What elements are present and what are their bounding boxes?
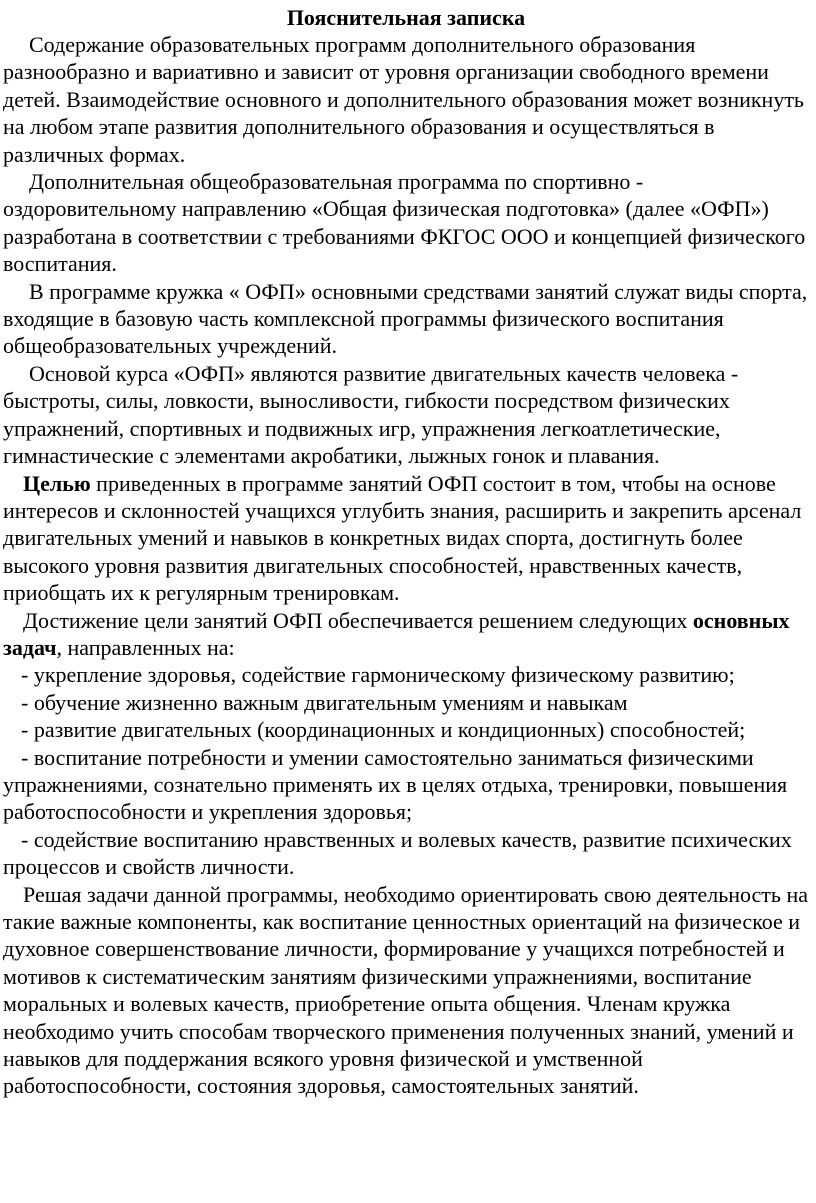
document-title: Пояснительная записка	[286, 5, 526, 30]
goal-text: приведенных в программе занятий ОФП состоит в том, чтобы на основе интересов и склонностей учащихся углубить знания, расширить и закрепить арсенал двигательных умений и навыков в конкретных видах спорта, достигнуть более высокого уровня развития двигательных способностей, нравственных качеств, приобщать их к регулярным тренировкам.	[3, 470, 802, 606]
paragraph-means: В программе кружка « ОФП» основными средствами занятий служат виды спорта, входящие в базовую часть комплексной программы физического воспитания общеобразовательных учреждений.	[3, 278, 808, 359]
document-page	[3, 0, 809, 1100]
tasks-intro-before: Достижение цели занятий ОФП обеспечивается решением следующих	[23, 607, 693, 633]
paragraph-goal	[3, 470, 809, 607]
tasks-intro-bold: основных задач	[3, 607, 790, 660]
tasks-intro-after: , направленных на:	[56, 634, 235, 660]
task-item: - обучение жизненно важным двигательным умениям и навыкам	[21, 689, 628, 715]
paragraph-basis: Основой курса «ОФП» являются развитие двигательных качеств человека - быстроты, силы, ловкости, выносливости, гибкости посредством физических упражнений, спортивных и подвижных игр, упражнения легкоатлетические, гимнастические с элементами акробатики, лыжных гонок и плавания.	[3, 360, 739, 469]
paragraph-tasks-intro	[3, 607, 809, 662]
paragraph-closing: Решая задачи данной программы, необходимо ориентировать свою деятельность на такие важные компоненты, как воспитание ценностных ориентаций на физическое и духовное совершенствование личности, формирование у учащихся потребностей и мотивов к систематическим занятиям физическими упражнениями, воспитание моральных и волевых качеств, приобретение опыта общения. Членам кружка необходимо учить способам творческого применения полученных знаний, умений и навыков для поддержания всякого уровня физической и умственной работоспособности, состояния здоровья, самостоятельных занятий.	[3, 881, 808, 1099]
task-item: - воспитание потребности и умении самостоятельно заниматься физическими упражнениями, сознательно применять их в целях отдыха, тренировки, повышения работоспособности и укрепления здоровья;	[3, 744, 788, 825]
paragraph-program: Дополнительная общеобразовательная программа по спортивно - оздоровительному направлению «Общая физическая подготовка» (далее «ОФП») разработана в соответствии с требованиями ФКГОС ООО и концепцией физического воспитания.	[3, 169, 806, 277]
task-item: - развитие двигательных (координационных и кондиционных) способностей;	[21, 717, 746, 743]
goal-lead: Целью	[23, 470, 91, 496]
paragraph-intro: Содержание образовательных программ дополнительного образования разнообразно и вариативно и зависит от уровня организации свободного времени детей. Взаимодействие основного и дополнительного образования может возникнуть на любом этапе развития дополнительного образования и осуществляться в различных формах.	[3, 32, 804, 167]
task-item: - укрепление здоровья, содействие гармоническому физическому развитию;	[21, 662, 735, 688]
task-item: - содействие воспитанию нравственных и волевых качеств, развитие психических процессов и свойств личности.	[3, 826, 792, 880]
